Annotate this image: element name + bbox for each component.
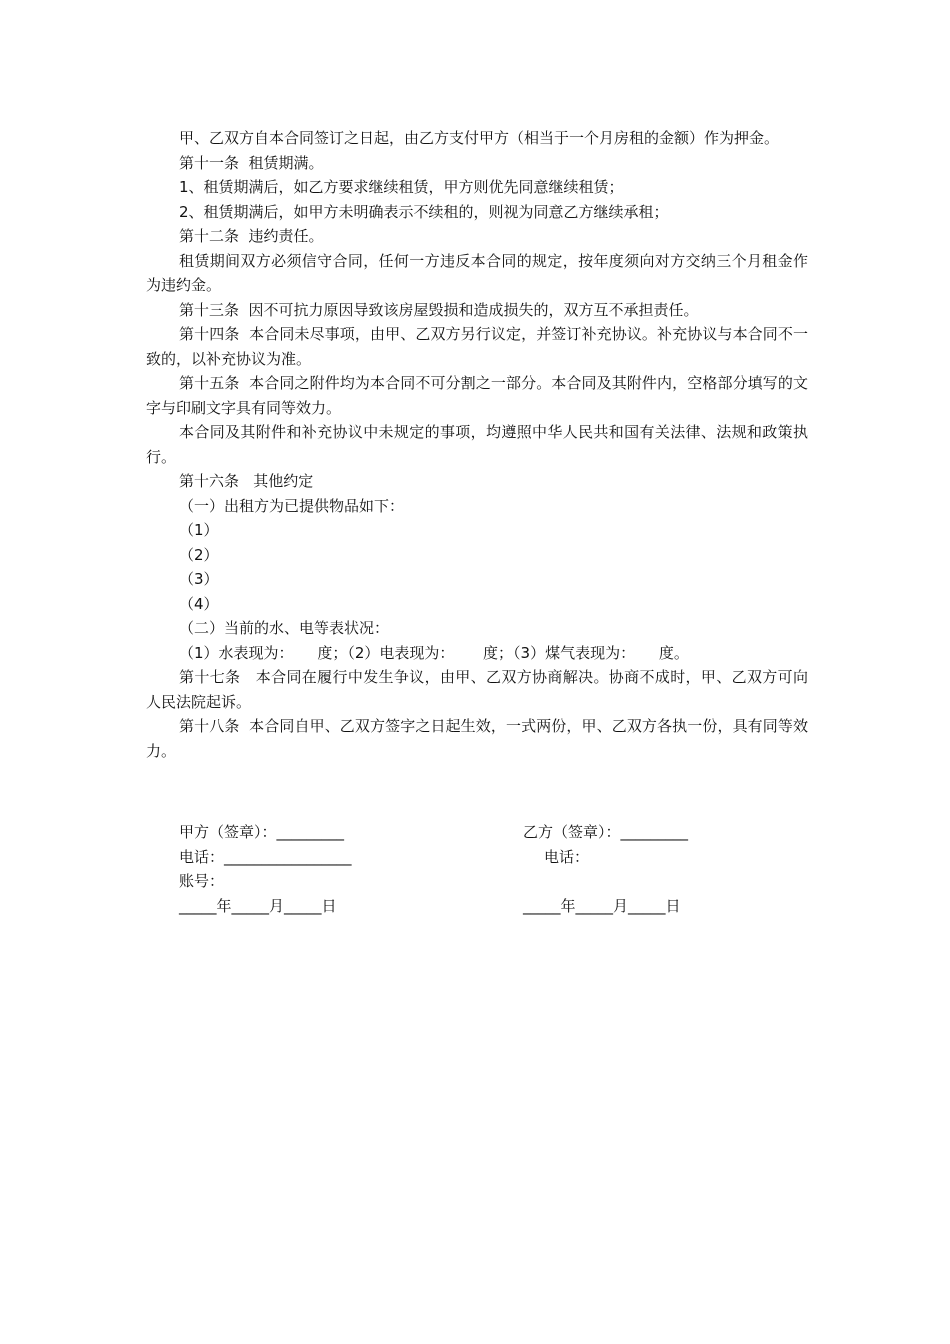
provided-item-2: （2） — [179, 545, 219, 564]
party-b-signature: 乙方（签章）：_________ — [523, 823, 689, 841]
article-12-text: 租赁期间双方必须信守合同，任何一方违反本合同的规定，按年度须向对方交纳三个月租金作为违约金。 — [146, 251, 808, 294]
date-row — [146, 894, 808, 919]
article-17: 第十七条 本合同在履行中发生争议，由甲、乙双方协商解决。协商不成时，甲、乙双方可向人民法院起诉。 — [146, 668, 808, 711]
article-14: 第十四条 本合同未尽事项，由甲、乙双方另行议定，并签订补充协议。补充协议与本合同不一致的，以补充协议为准。 — [146, 325, 808, 368]
deposit-clause: 甲、乙双方自本合同签订之日起，由乙方支付甲方（相当于一个月房租的金额）作为押金。 — [179, 129, 780, 147]
party-b-phone: 电话： — [544, 847, 590, 866]
contract-page — [146, 126, 808, 915]
article-13: 第十三条 因不可抗力原因导致该房屋毁损和造成损失的，双方互不承担责任。 — [179, 300, 699, 319]
party-b-date: _____年_____月_____日 — [523, 896, 681, 915]
article-15: 第十五条 本合同之附件均为本合同不可分割之一部分。本合同及其附件内，空格部分填写的文字与印刷文字具有同等效力。 — [146, 374, 808, 417]
signature-block — [146, 820, 808, 918]
article-11-item-2: 2、租赁期满后，如甲方未明确表示不续租的，则视为同意乙方继续承租； — [179, 202, 669, 221]
article-16-heading: 第十六条 其他约定 — [179, 472, 314, 490]
phone-row — [146, 845, 808, 870]
meter-status-heading: （二）当前的水、电等表状况： — [179, 619, 390, 637]
article-12-heading: 第十二条 违约责任。 — [179, 227, 324, 245]
meter-readings: （1）水表现为： 度；（2）电表现为： 度；（3）煤气表现为： 度。 — [179, 643, 689, 662]
signature-row — [146, 820, 808, 845]
party-a-date: _____年_____月_____日 — [179, 896, 337, 915]
provided-item-3: （3） — [179, 570, 219, 588]
party-a-phone: 电话：_________________ — [179, 847, 352, 866]
provided-item-1: （1） — [179, 521, 219, 539]
party-a-signature: 甲方（签章）：_________ — [179, 823, 345, 841]
article-11-item-1: 1、租赁期满后，如乙方要求继续租赁，甲方则优先同意继续租赁； — [179, 178, 624, 196]
provided-items-heading: （一）出租方为已提供物品如下： — [179, 496, 405, 515]
party-a-account: 账号： — [179, 872, 225, 890]
article-18: 第十八条 本合同自甲、乙双方签字之日起生效，一式两份，甲、乙双方各执一份，具有同等效力。 — [146, 717, 808, 760]
applicable-law-clause: 本合同及其附件和补充协议中未规定的事项，均遵照中华人民共和国有关法律、法规和政策执行。 — [146, 423, 808, 466]
account-row — [146, 869, 808, 894]
article-11-heading: 第十一条 租赁期满。 — [179, 153, 324, 172]
provided-item-4: （4） — [179, 594, 219, 613]
